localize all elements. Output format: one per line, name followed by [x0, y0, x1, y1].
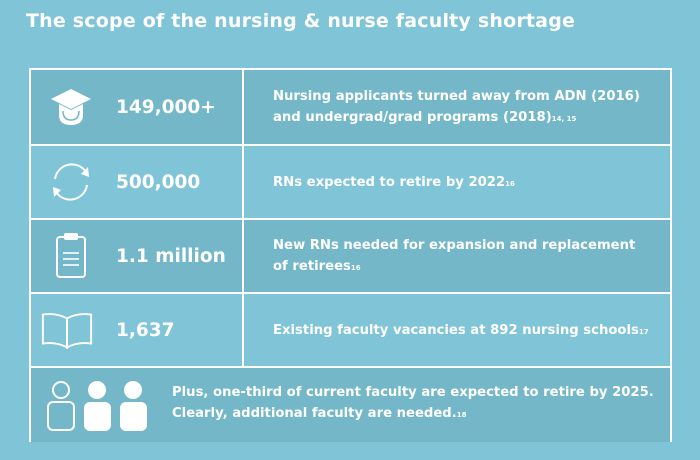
stat-value: 1.1 million: [116, 245, 226, 267]
stat-cell: [31, 220, 244, 292]
stat-cell: [31, 294, 244, 366]
stat-description: [244, 220, 670, 292]
open-book-icon: [39, 302, 95, 358]
stat-value: 500,000: [116, 171, 201, 193]
desc-line: Existing faculty vacancies at 892 nursing schools: [273, 322, 639, 338]
stat-value: 1,637: [116, 319, 175, 341]
stat-cell: [31, 146, 244, 218]
stats-panel: [29, 68, 672, 442]
clipboard-icon: [43, 228, 99, 284]
footer-line: Clearly, additional faculty are needed.: [172, 406, 457, 421]
stat-description: [244, 294, 670, 366]
stat-cell: [31, 70, 244, 144]
desc-line: and undergrad/grad programs (2018): [273, 110, 552, 125]
refresh-cycle-icon: [43, 154, 99, 210]
stat-description: [244, 70, 670, 144]
footer-text: [172, 382, 654, 424]
stat-row-faculty-vacancies: [31, 294, 670, 366]
footnote-ref: 18: [456, 411, 467, 419]
desc-line: Nursing applicants turned away from ADN (2016): [273, 89, 640, 104]
stat-description: [244, 146, 670, 218]
stat-row-new-rns: [31, 220, 670, 292]
footnote-ref: 16: [505, 179, 515, 188]
graduation-cap-icon: [43, 79, 99, 135]
footnote-ref: 16: [350, 264, 361, 272]
footnote-ref: 17: [638, 327, 649, 336]
page-title: The scope of the nursing & nurse faculty shortage: [26, 10, 576, 32]
footer-line: Plus, one-third of current faculty are expected to retire by 2025.: [172, 385, 654, 400]
desc-line: RNs expected to retire by 2022: [273, 174, 506, 190]
desc-line: of retirees: [273, 259, 351, 274]
footnote-ref: 14, 15: [551, 115, 577, 123]
stat-row-applicants: [31, 70, 670, 144]
people-group-icon: [43, 380, 153, 432]
desc-line: New RNs needed for expansion and replacement: [273, 238, 636, 253]
stat-value: 149,000+: [116, 96, 216, 118]
footer-row: [31, 368, 670, 442]
stat-row-retirements: [31, 146, 670, 218]
